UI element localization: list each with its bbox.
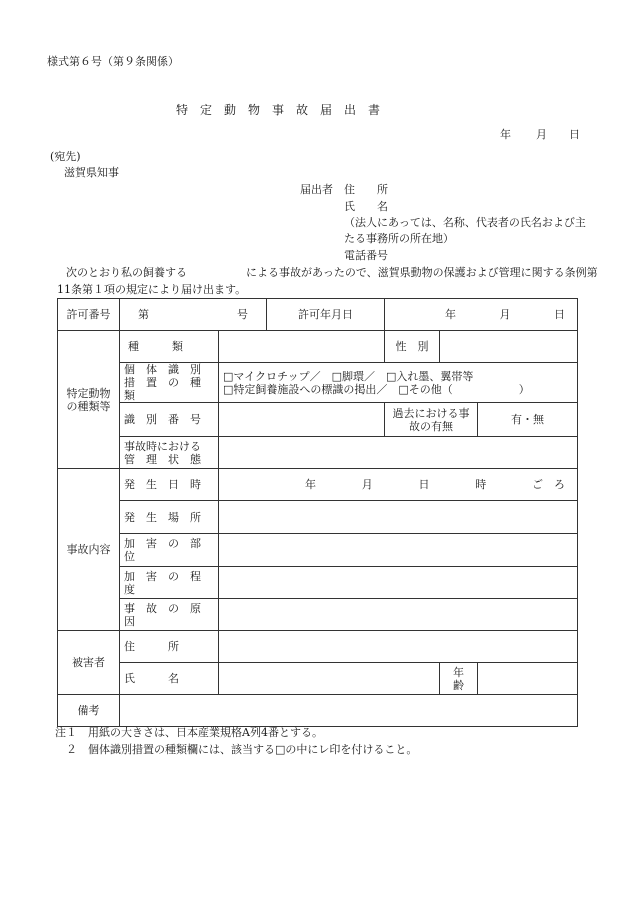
permit-month: 月: [499, 308, 511, 321]
ident-label: [120, 363, 219, 403]
victim-age-field[interactable]: [478, 663, 578, 695]
remarks-label: 備考: [58, 695, 120, 727]
victim-group-label: 被害者: [58, 631, 120, 695]
permit-date-label: 許可年月日: [267, 299, 385, 331]
date-month: 月: [536, 128, 547, 141]
permit-year: 年: [445, 308, 456, 321]
ident-label-1: 個 体 識 別: [124, 363, 201, 376]
occur-hour: 時: [475, 478, 487, 491]
permit-no-label: 許可番号: [58, 299, 120, 331]
note-1: 注１ 用紙の大きさは、日本産業規格A列4番とする。: [55, 726, 323, 739]
corp-note-line1: （法人にあっては、名称、代表者の氏名および主: [344, 216, 586, 229]
ident-no-field[interactable]: [219, 403, 385, 437]
cause-label: 事 故 の 原 因: [120, 599, 219, 631]
permit-dai: 第: [138, 308, 149, 321]
body-text-1a: 次のとおり私の飼養する: [66, 266, 187, 279]
mgmt-field[interactable]: [219, 437, 578, 469]
ident-options-1: □マイクロチップ／ □脚環／ □入れ墨、翼帯等: [223, 369, 474, 383]
kind-text: 種 類: [128, 340, 183, 353]
permit-row: [58, 299, 578, 331]
past-accident-yes-no[interactable]: 有・無: [478, 403, 578, 437]
notifier-label: 届出者: [300, 183, 333, 196]
kind-field[interactable]: [219, 331, 385, 363]
date-year: 年: [500, 128, 511, 141]
occur-place-field[interactable]: [219, 501, 578, 534]
permit-date-field[interactable]: [385, 299, 578, 331]
date-day: 日: [569, 128, 580, 141]
harm-degree-label: 加 害 の 程 度: [120, 567, 219, 599]
form-number: 様式第６号（第９条関係）: [47, 55, 179, 68]
ident-options-2: □特定飼養施設への標識の掲出／ □その他（ ）: [223, 382, 530, 396]
occur-time-field[interactable]: [219, 469, 578, 501]
victim-address-label: 住 所: [120, 631, 219, 663]
accident-report-table: [57, 298, 578, 727]
note-2: ２ 個体識別措置の種類欄には、該当する□の中にレ印を付けること。: [55, 743, 418, 756]
notifier-phone-label: 電話番号: [344, 249, 388, 262]
ident-label-2: 措 置 の 種 類: [124, 376, 212, 402]
body-text-1b: による事故があったので、滋賀県動物の保護および管理に関する条例第: [246, 266, 598, 279]
occur-place-label: 発 生 場 所: [120, 501, 219, 534]
ident-no-label: 識 別 番 号: [120, 403, 219, 437]
past-accident-label: 過去における事故の有無: [385, 403, 478, 437]
victim-name-field[interactable]: [219, 663, 440, 695]
mgmt-label: [120, 437, 219, 469]
permit-no-field[interactable]: [120, 299, 267, 331]
notifier-name-label: 氏 名: [344, 200, 388, 213]
occur-month: 月: [361, 478, 373, 491]
occur-day: 日: [418, 478, 430, 491]
occur-about: ご ろ: [532, 478, 565, 491]
harm-part-field[interactable]: [219, 534, 578, 567]
harm-degree-field[interactable]: [219, 567, 578, 599]
victim-age-label: 年 齢: [440, 663, 478, 695]
victim-name-label: 氏 名: [120, 663, 219, 695]
permit-go: 号: [237, 308, 248, 321]
remarks-field[interactable]: [120, 695, 578, 727]
addressee-label: (宛先): [50, 150, 81, 163]
cause-field[interactable]: [219, 599, 578, 631]
notifier-address-label: 住 所: [344, 183, 388, 196]
occur-time-label: 発 生 日 時: [120, 469, 219, 501]
sex-label: 性 別: [385, 331, 440, 363]
ident-options[interactable]: [219, 363, 578, 403]
mgmt-label-1: 事故時における: [124, 439, 201, 453]
document-title: 特 定 動 物 事 故 届 出 書: [176, 103, 381, 117]
kind-label: [120, 331, 219, 363]
species-group-label: 特定動物 の種類等: [58, 331, 120, 469]
corp-note-line2: たる事務所の所在地）: [344, 232, 454, 245]
accident-group-label: 事故内容: [58, 469, 120, 631]
addressee: 滋賀県知事: [64, 166, 119, 179]
harm-part-label: 加 害 の 部 位: [120, 534, 219, 567]
mgmt-label-2: 管 理 状 態: [124, 452, 201, 466]
victim-address-field[interactable]: [219, 631, 578, 663]
sex-field[interactable]: [440, 331, 578, 363]
permit-day: 日: [554, 308, 565, 321]
occur-year: 年: [305, 478, 316, 491]
body-text-2: 11条第１項の規定により届け出ます。: [57, 283, 247, 296]
